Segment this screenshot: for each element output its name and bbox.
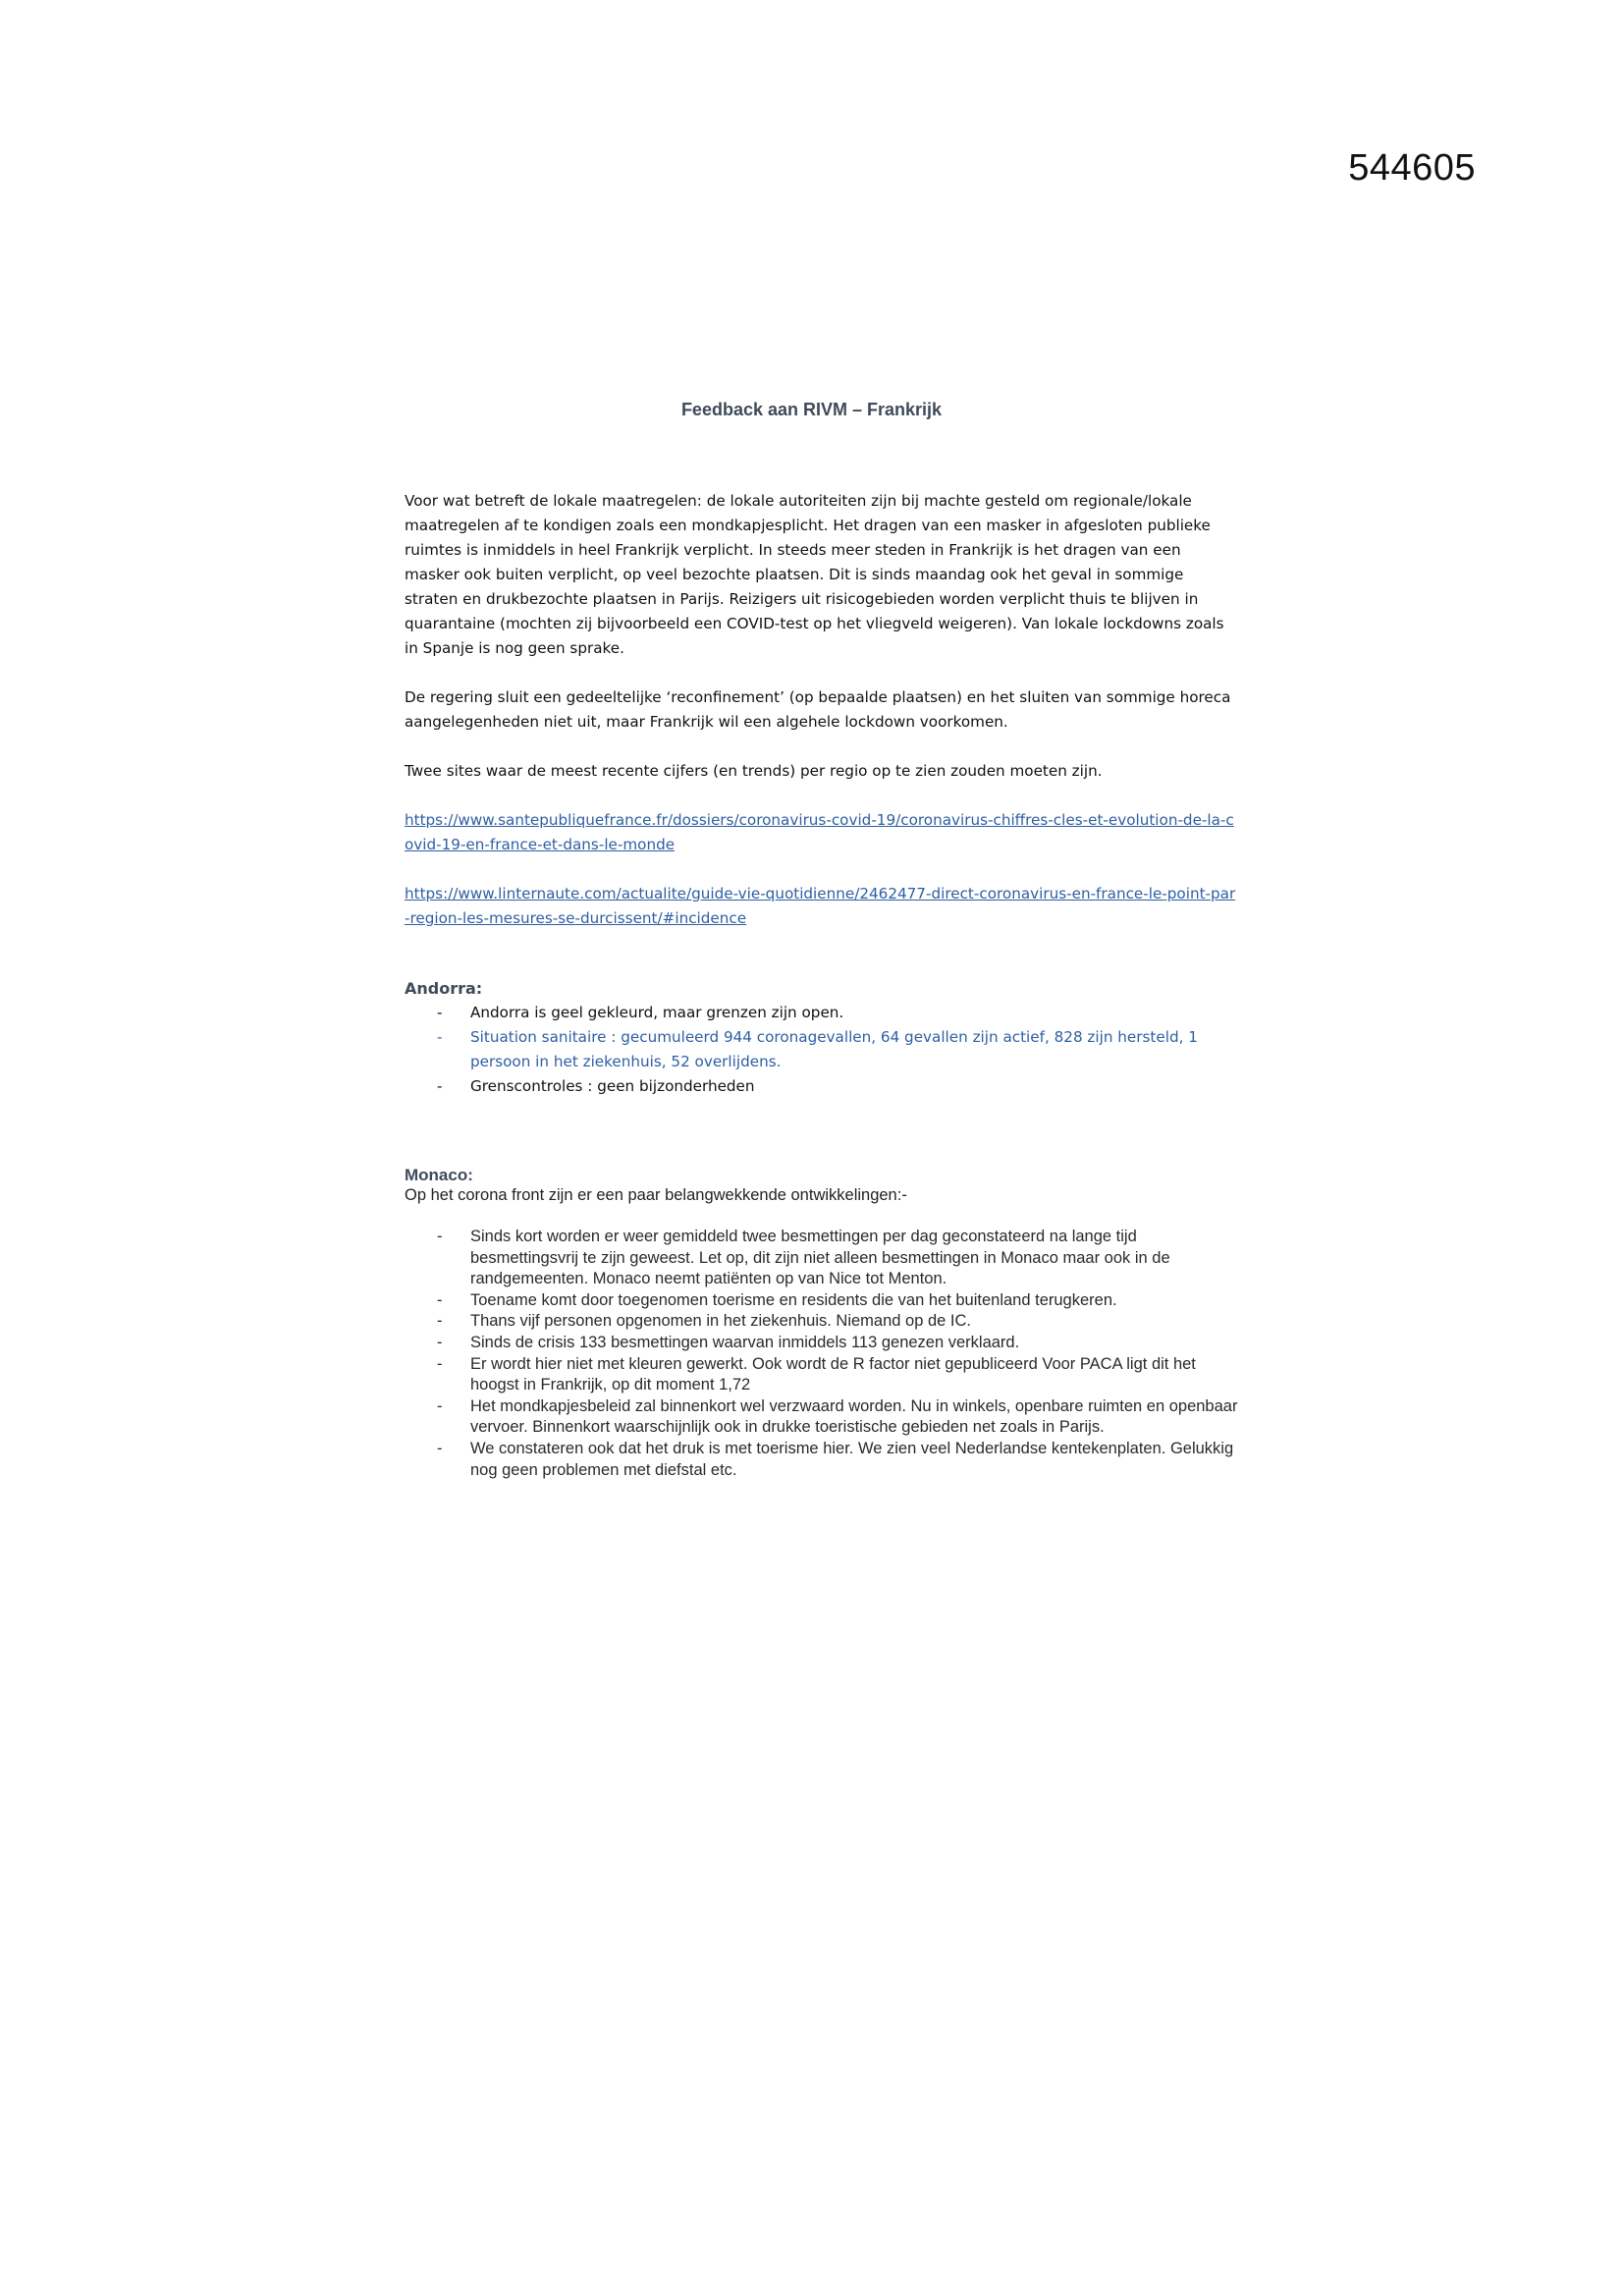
document-title: Feedback aan RIVM – Frankrijk	[680, 400, 943, 419]
paragraph-reconfinement: De regering sluit een gedeeltelijke ‘reconfinement’ (op bepaalde plaatsen) en het sluiten van sommige horeca aangelegenheden niet uit, maar Frankrijk wil een algehele lockdown voorkomen.	[405, 688, 1231, 731]
list-item	[405, 1439, 1239, 1481]
bullet-dash: -	[437, 1312, 443, 1331]
paragraph-local-measures: Voor wat betreft de lokale maatregelen: de lokale autoriteiten zijn bij machte gesteld om regionale/lokale maatregelen af te kondigen zoals een mondkapjesplicht. Het dragen van een masker in afgesloten publieke ruimtes is inmiddels in heel Frankrijk verplicht. In steeds meer steden in Frankrijk is het dragen van een masker ook buiten verplicht, op veel bezochte plaatsen. Dit is sinds maandag ook het geval in sommige straten en drukbezochte plaatsen in Parijs. Reizigers uit risicogebieden worden verplicht thuis te blijven in quarantaine (mochten zij bijvoorbeeld een COVID-test op het vliegveld weigeren). Van lokale lockdowns zoals in Spanje is nog geen sprake.	[405, 492, 1224, 657]
document-number: 544605	[1348, 147, 1476, 189]
bullet-dash: -	[437, 1228, 443, 1245]
andorra-list	[405, 1001, 1239, 1099]
list-item	[405, 1001, 1239, 1025]
bullet-dash: -	[437, 1028, 443, 1046]
paragraph-sites-intro: Twee sites waar de meest recente cijfers (en trends) per regio op te zien zouden moeten zijn.	[405, 762, 1103, 780]
link-linternaute[interactable]: https://www.linternaute.com/actualite/guide-vie-quotidienne/2462477-direct-coronavirus-en-france-le-point-par-region-les-mesures-se-durcissent/#incidence	[405, 885, 1236, 927]
list-item-text: Andorra is geel gekleurd, maar grenzen zijn open.	[470, 1004, 844, 1021]
list-item-text: Er wordt hier niet met kleuren gewerkt. Ook wordt de R factor niet gepubliceerd Voor PACA ligt dit het hoogst in Frankrijk, op dit moment 1,72	[470, 1354, 1196, 1394]
list-item	[405, 1333, 1239, 1354]
list-item-text: Toename komt door toegenomen toerisme en residents die van het buitenland terugkeren.	[470, 1290, 1117, 1309]
list-item	[405, 1290, 1239, 1312]
monaco-intro: Op het corona front zijn er een paar belangwekkende ontwikkelingen:-	[405, 1186, 907, 1204]
list-item	[405, 1025, 1239, 1074]
link-santepubliquefrance[interactable]: https://www.santepubliquefrance.fr/dossiers/coronavirus-covid-19/coronavirus-chiffres-cles-et-evolution-de-la-covid-19-en-france-et-dans-le-monde	[405, 811, 1234, 853]
monaco-list	[405, 1227, 1239, 1481]
list-item-text: Grenscontroles : geen bijzonderheden	[470, 1077, 755, 1095]
bullet-dash: -	[437, 1333, 443, 1351]
bullet-dash: -	[437, 1439, 443, 1457]
bullet-dash: -	[437, 1004, 443, 1021]
list-item	[405, 1354, 1239, 1396]
list-item-text: Thans vijf personen opgenomen in het ziekenhuis. Niemand op de IC.	[470, 1312, 971, 1331]
bullet-dash: -	[437, 1354, 443, 1373]
list-item-text: Het mondkapjesbeleid zal binnenkort wel verzwaard worden. Nu in winkels, openbare ruimten en openbaar vervoer. Binnenkort waarschijnlijk ook in drukke toeristische gebieden net zoals in Parijs.	[470, 1396, 1238, 1437]
bullet-dash: -	[437, 1290, 443, 1309]
list-item-text: Situation sanitaire : gecumuleerd 944 coronagevallen, 64 gevallen zijn actief, 828 zijn hersteld, 1 persoon in het ziekenhuis, 52 overlijdens.	[470, 1028, 1198, 1070]
list-item	[405, 1227, 1239, 1290]
list-item-text: Sinds kort worden er weer gemiddeld twee besmettingen per dag geconstateerd na lange tijd besmettingsvrij te zijn geweest. Let op, dit zijn niet alleen besmettingen in Monaco maar ook in de randgemeenten. Monaco neemt patiënten op van Nice tot Menton.	[470, 1228, 1170, 1288]
list-item-text: We constateren ook dat het druk is met toerisme hier. We zien veel Nederlandse kentekenplaten. Gelukkig nog geen problemen met diefstal etc.	[470, 1439, 1234, 1479]
andorra-heading: Andorra:	[405, 979, 483, 998]
list-item	[405, 1074, 1239, 1099]
bullet-dash: -	[437, 1077, 443, 1095]
list-item	[405, 1311, 1239, 1333]
document-body	[405, 489, 1239, 1481]
bullet-dash: -	[437, 1396, 443, 1415]
list-item	[405, 1396, 1239, 1439]
monaco-heading: Monaco:	[405, 1166, 473, 1184]
list-item-text: Sinds de crisis 133 besmettingen waarvan inmiddels 113 genezen verklaard.	[470, 1333, 1020, 1351]
